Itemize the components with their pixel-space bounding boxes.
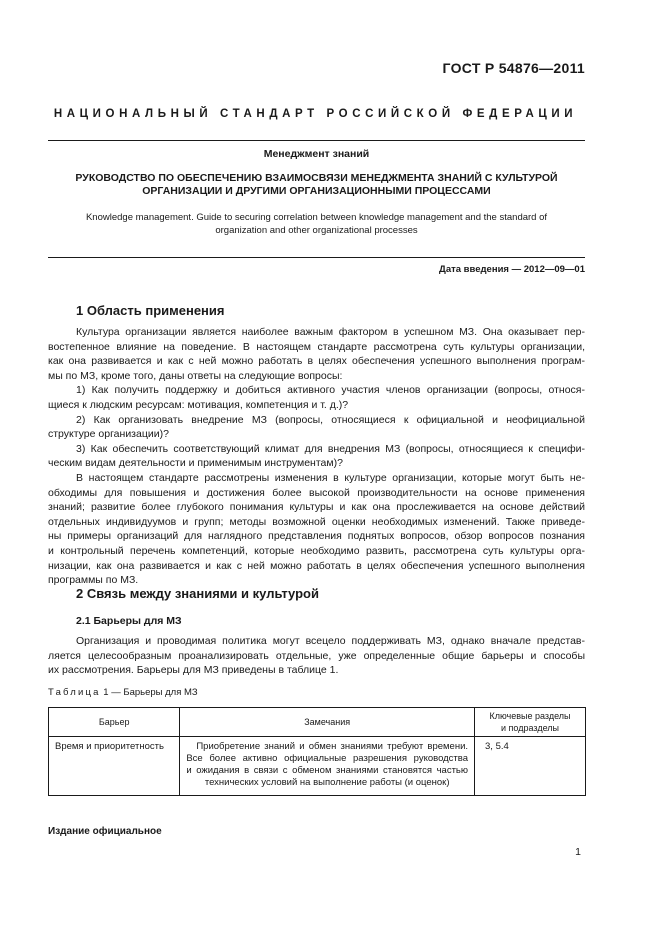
text-line: отдельных индивидуумов и групп; методы возможной оценки необходимых изменений. Также приведе- <box>48 515 585 528</box>
table-header-row <box>49 708 586 737</box>
header-key-sections <box>475 708 586 737</box>
header-remarks: Замечания <box>180 708 475 737</box>
bottom-divider <box>48 257 585 258</box>
text-line: программы по МЗ. <box>48 574 139 587</box>
header-key-sections-line: Ключевые разделы <box>489 711 571 721</box>
national-standard-title: НАЦИОНАЛЬНЫЙ СТАНДАРТ РОССИЙСКОЙ ФЕДЕРАЦИИ <box>53 108 578 120</box>
document-subject: Менеджмент знаний <box>263 148 370 160</box>
section-1-heading: 1 Область применения <box>76 303 225 318</box>
document-title-english-line: organization and other organizational processes <box>215 225 418 236</box>
remark-line: Все более активно официальные разрешения руководства <box>186 753 469 764</box>
top-divider <box>48 140 585 141</box>
document-title-english-line: Knowledge management. Guide to securing correlation between knowledge management and the standard of <box>85 212 548 223</box>
text-line: Организация и проводимая политика могут всецело поддерживать МЗ, однако вначале представ- <box>76 635 585 647</box>
header-barrier: Барьер <box>49 708 180 737</box>
table-caption <box>48 687 198 698</box>
gost-number: ГОСТ Р 54876—2011 <box>442 60 585 76</box>
text-line: В настоящем стандарте рассмотрены изменения в культуре организации, которые могут быть не- <box>76 471 585 484</box>
section-1-body <box>48 325 585 588</box>
page-number: 1 <box>575 846 581 858</box>
text-line: Культура организации является наиболее важным фактором в успешном МЗ. Она оказывает пер- <box>76 326 585 338</box>
cell-remarks <box>180 737 475 796</box>
text-line: щиеся к людским ресурсам: мотивация, компетенция и т. д.)? <box>48 398 349 411</box>
text-line: ческим видам деятельности и применимым инструментам)? <box>48 457 343 470</box>
text-line: их рассмотрения. Барьеры для МЗ приведены в таблице 1. <box>48 664 339 677</box>
text-line: обходимы для повышения и достижения более высокой производительности на основе применения <box>48 486 585 499</box>
remark-line: Приобретение знаний и обмен знаниями требуют времени. <box>196 741 469 752</box>
document-title-line: ОРГАНИЗАЦИИ И ДРУГИМИ ОРГАНИЗАЦИОННЫМИ ПРОЦЕССАМИ <box>142 185 491 197</box>
text-line: низации, как она развивается и как с ней можно работать в целях обеспечения успешного выполнения <box>48 559 585 572</box>
subsection-2-1-body <box>48 634 585 678</box>
text-line: и контрольный перечень компетенций, которые необходимо развить, рассмотрена суть культуры орга- <box>48 544 585 557</box>
text-line: ны примеры организаций для наглядного представления поднятых вопросов, обзор вопросов познания <box>48 530 585 543</box>
table-caption-text: 1 — Барьеры для МЗ <box>100 687 198 698</box>
text-line: востепенное влияние на поведение. В настоящем стандарте рассмотрена суть культуры организации, <box>48 340 585 353</box>
text-line: мы по МЗ, кроме того, даны ответы на следующие вопросы: <box>48 369 343 382</box>
official-edition-label: Издание официальное <box>48 826 162 837</box>
section-2-heading: 2 Связь между знаниями и культурой <box>76 586 319 601</box>
table-row <box>49 737 586 796</box>
header-key-sections-line: и подразделы <box>501 723 559 733</box>
remark-line: и ожидания в связи с обменом знаниями становятся частью <box>186 765 469 776</box>
text-line: 3) Как обеспечить соответствующий климат для внедрения МЗ (вопросы, относящиеся к специфи- <box>76 442 585 455</box>
text-line: структуре организации)? <box>48 428 169 441</box>
remark-line: технических условий на выполнение работы (и оценок) <box>204 777 450 788</box>
text-line: ляется целесообразным проанализировать отдельные, уже определенные общие барьеры и способы <box>48 649 585 662</box>
text-line: как она развивается и как с ней можно работать в целях обеспечения успешного выполнения програм- <box>48 355 585 368</box>
table-caption-label: Таблица <box>48 687 101 698</box>
document-title <box>48 172 585 198</box>
document-title-english <box>60 211 573 237</box>
cell-barrier: Время и приоритетность <box>49 737 180 796</box>
text-line: знаний; развитие более глубокого понимания культуры и как она прослеживается на основе действий <box>48 501 585 514</box>
document-title-line: РУКОВОДСТВО ПО ОБЕСПЕЧЕНИЮ ВЗАИМОСВЯЗИ МЕНЕДЖМЕНТА ЗНАНИЙ С КУЛЬТУРОЙ <box>75 172 558 184</box>
introduction-date: Дата введения — 2012—09—01 <box>439 264 585 275</box>
cell-key-sections: 3, 5.4 <box>475 737 586 796</box>
text-line: 2) Как организовать внедрение МЗ (вопросы, относящиеся к официальной и неофициальной <box>76 413 585 426</box>
text-line: 1) Как получить поддержку и добиться активного участия членов организации (вопросы, относя- <box>76 384 585 397</box>
subsection-2-1-heading: 2.1 Барьеры для МЗ <box>76 615 182 627</box>
barriers-table <box>48 707 586 796</box>
